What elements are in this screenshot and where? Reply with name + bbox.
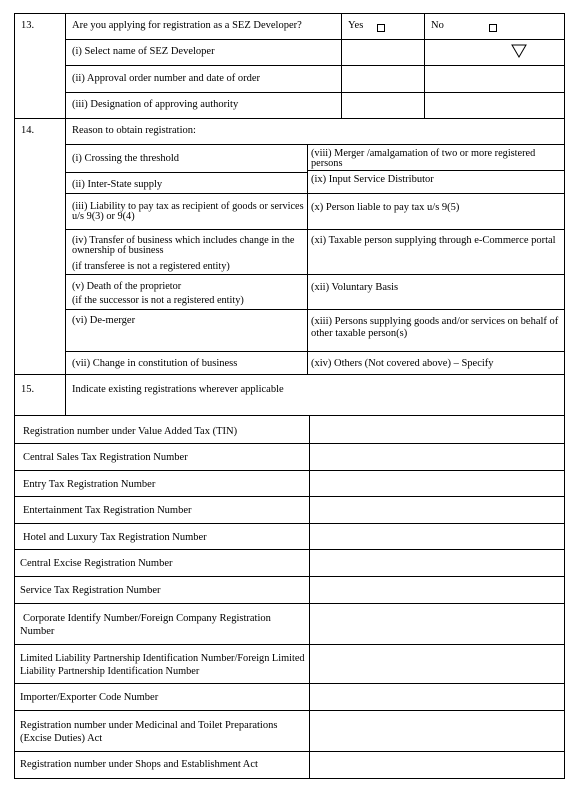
- q13-no-checkbox[interactable]: [489, 24, 497, 32]
- reason-input-service-distributor: (ix) Input Service Distributor: [311, 174, 434, 185]
- reg-line-4: [14, 523, 565, 524]
- reason-e-commerce-supplier: (xi) Taxable person supplying through e-Commerce portal: [311, 235, 556, 246]
- reason-crossing-threshold: (i) Crossing the threshold: [72, 153, 180, 164]
- reason-others-specify: (xiv) Others (Not covered above) – Specify: [311, 358, 494, 369]
- reg-central-sales-tax-label: Central Sales Tax Registration Number: [23, 452, 188, 463]
- q13-row-approving-authority-label: (iii) Designation of approving authority: [72, 99, 239, 110]
- sez-developer-dropdown-arrow-icon[interactable]: [511, 44, 527, 58]
- q14-bottom-line: [14, 374, 565, 375]
- reg-line-2: [14, 470, 565, 471]
- q14-line-5: [65, 309, 565, 310]
- reg-corporate-identify-label: Corporate Identify Number/Foreign Company Registration Number: [20, 613, 271, 637]
- reg-line-10: [14, 710, 565, 711]
- q14-line-title: [65, 144, 565, 145]
- q14-line-4: [65, 274, 565, 275]
- q13-yes-checkbox[interactable]: [377, 24, 385, 32]
- reason-voluntary-basis: (xii) Voluntary Basis: [311, 282, 399, 293]
- reason-de-merger: (vi) De-merger: [72, 315, 136, 326]
- q13-col-divider-1: [341, 13, 342, 119]
- reg-line-3: [14, 496, 565, 497]
- q13-bottom-line: [14, 118, 565, 119]
- q15-title-bottom-line: [14, 415, 565, 416]
- border-left-top: [14, 13, 15, 416]
- reg-line-9: [14, 683, 565, 684]
- reg-line-11: [14, 751, 565, 752]
- reason-person-liable-9-5: (x) Person liable to pay tax u/s 9(5): [311, 202, 460, 213]
- q14-number: 14.: [21, 125, 35, 136]
- number-column-divider: [65, 13, 66, 416]
- reason-change-in-constitution: (vii) Change in constitution of business: [72, 358, 238, 369]
- reason-supplying-on-behalf: (xiii) Persons supplying goods and/or services on behalf of other taxable person(s): [311, 316, 559, 339]
- q15-title: Indicate existing registrations wherever applicable: [72, 384, 284, 395]
- reg-line-1: [14, 443, 565, 444]
- reg-line-7: [14, 603, 565, 604]
- table-top-border: [14, 13, 565, 14]
- reason-transfer-note: (if transferee is not a registered entity): [72, 261, 230, 272]
- q13-row-approval-order-label: (ii) Approval order number and date of order: [72, 73, 261, 84]
- q14-title: Reason to obtain registration:: [72, 125, 196, 136]
- reason-liability-recipient: (iii) Liability to pay tax as recipient of goods or services u/s 9(3) or 9(4): [72, 201, 304, 222]
- q13-row-sez-developer-label: (i) Select name of SEZ Developer: [72, 46, 215, 57]
- table-bottom-border: [14, 778, 565, 779]
- q14-line-6: [65, 351, 565, 352]
- reg-medicinal-toilet-label: Registration number under Medicinal and Toilet Preparations (Excise Duties) Act: [20, 720, 278, 744]
- q13-question: Are you applying for registration as a SEZ Developer?: [72, 20, 302, 31]
- reg-central-excise-label: Central Excise Registration Number: [20, 558, 173, 569]
- reg-line-5: [14, 549, 565, 550]
- reason-death-of-proprietor: (v) Death of the proprietor: [72, 281, 182, 292]
- border-right-top: [564, 13, 565, 416]
- q13-number: 13.: [21, 20, 35, 31]
- q13-yes-label: Yes: [348, 20, 364, 31]
- reg-entertainment-tax-label: Entertainment Tax Registration Number: [23, 505, 192, 516]
- q13-row-line-1: [65, 39, 565, 40]
- q13-row-line-2: [65, 65, 565, 66]
- reg-llp-identification-label: Limited Liability Partnership Identification Number/Foreign Limited Liability Partnership Identification Number: [20, 653, 305, 677]
- reg-entry-tax-label: Entry Tax Registration Number: [23, 479, 156, 490]
- q14-line-3: [65, 229, 565, 230]
- q14-line-l1: [65, 172, 307, 173]
- q15-number: 15.: [21, 384, 35, 395]
- reg-shops-establishment-label: Registration number under Shops and Establishment Act: [20, 759, 258, 770]
- reg-service-tax-label: Service Tax Registration Number: [20, 585, 161, 596]
- q14-col-divider: [307, 144, 308, 374]
- reason-death-note: (if the successor is not a registered entity): [72, 295, 244, 306]
- reason-transfer-of-business: (iv) Transfer of business which includes change in the ownership of business: [72, 235, 295, 256]
- q13-no-label: No: [431, 20, 444, 31]
- q13-row-line-3: [65, 92, 565, 93]
- reg-importer-exporter-code-label: Importer/Exporter Code Number: [20, 692, 159, 703]
- reason-inter-state-supply: (ii) Inter-State supply: [72, 179, 163, 190]
- q14-line-2: [65, 193, 565, 194]
- reason-merger-amalgamation: (viii) Merger /amalgamation of two or more registered persons: [311, 148, 536, 169]
- reg-line-8: [14, 644, 565, 645]
- q14-line-r1: [307, 170, 565, 171]
- reg-line-6: [14, 576, 565, 577]
- q13-col-divider-2: [424, 13, 425, 119]
- reg-hotel-luxury-tax-label: Hotel and Luxury Tax Registration Number: [23, 532, 207, 543]
- reg-vat-tin-label: Registration number under Value Added Tax (TIN): [23, 426, 238, 437]
